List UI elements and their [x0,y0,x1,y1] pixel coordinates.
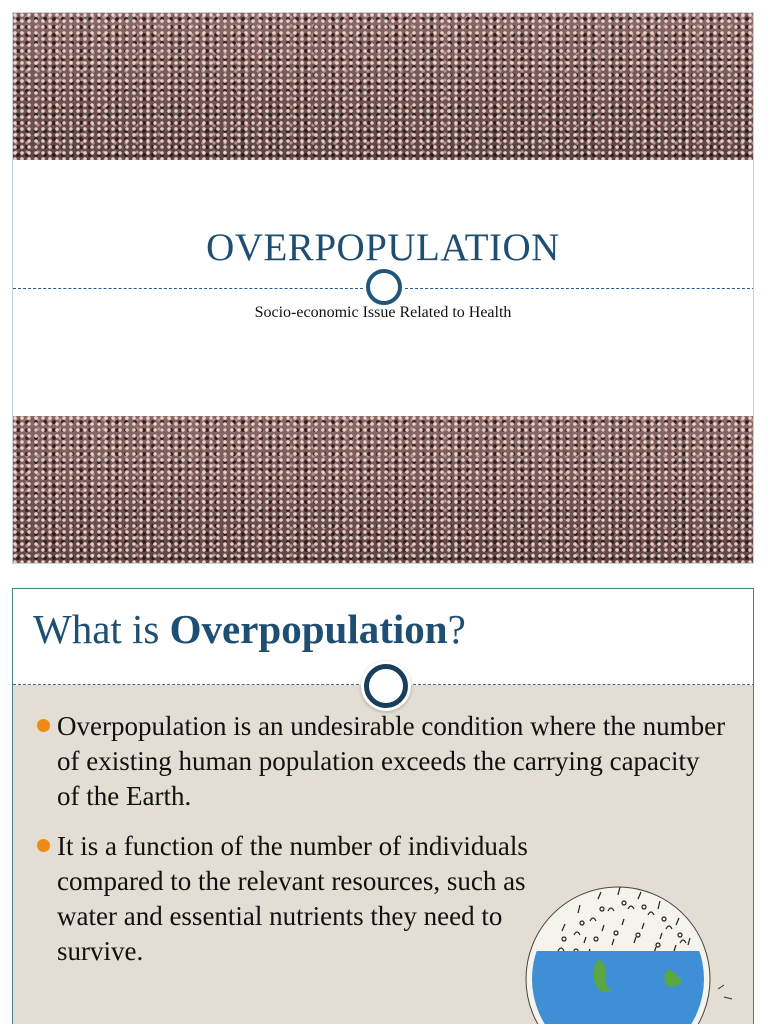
circle-ornament [364,664,408,708]
crowd-image-bottom [13,416,753,564]
slide-title: OVERPOPULATION [206,226,560,269]
bullet-icon [37,839,50,852]
slide-subtitle: Socio-economic Issue Related to Health [254,304,512,321]
bullet-item [37,709,727,814]
divider-left [13,684,359,685]
globe-people-illustration [518,869,748,1024]
divider-right [413,684,754,685]
bullet-icon [37,719,50,732]
bullet-text: It is a function of the number of individuals compared to the relevant resources, such as water and essential nutrients they need to survive. [57,831,528,966]
heading-suffix: ? [447,606,466,652]
heading-prefix: What is [33,606,170,652]
divider-left [13,288,363,289]
title-slide [12,12,754,564]
crowd-image-top [13,13,753,160]
circle-ornament [366,269,402,305]
heading-bold: Overpopulation [169,606,448,652]
bullet-item [37,829,532,969]
divider-right [405,288,754,289]
bullet-text: Overpopulation is an undesirable condition where the number of existing human population exceeds the carrying capacity of the Earth. [57,711,726,811]
definition-slide [12,588,754,1024]
slide-heading [33,605,466,653]
